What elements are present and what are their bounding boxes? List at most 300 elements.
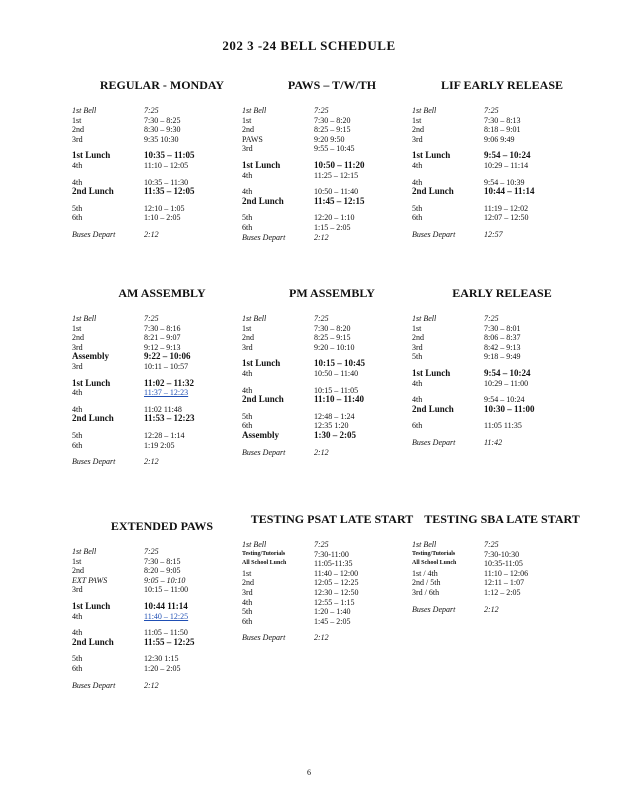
schedule-row xyxy=(72,576,252,586)
schedule-row xyxy=(412,106,592,116)
schedule-row xyxy=(72,187,252,197)
schedule-block xyxy=(242,286,422,457)
schedule-row xyxy=(412,540,592,550)
schedule-row xyxy=(242,598,422,608)
schedule-title: PAWS – T/W/TH xyxy=(287,78,377,92)
period-time: 7:30 – 8:20 xyxy=(314,115,351,125)
schedule-row xyxy=(412,578,592,588)
schedule-row xyxy=(72,362,252,372)
period-time: 10:15 – 11:05 xyxy=(314,385,359,395)
period-label: 2nd Lunch xyxy=(72,186,114,197)
period-label: 6th xyxy=(72,663,83,673)
period-time: 9:06 9:49 xyxy=(484,134,515,144)
schedule-row xyxy=(242,161,422,171)
period-time: 7:25 xyxy=(484,106,499,115)
schedule-row xyxy=(242,197,422,207)
period-label: 2nd Lunch xyxy=(242,195,284,206)
period-time: 1:12 – 2:05 xyxy=(484,587,521,597)
period-label: 2nd xyxy=(242,333,254,343)
period-time: 7:25 xyxy=(144,314,159,323)
period-time: 7:30 – 8:25 xyxy=(144,115,181,125)
schedule-row xyxy=(242,412,422,422)
period-label: 1st Bell xyxy=(412,314,437,323)
period-label: Assembly xyxy=(72,351,110,362)
schedule-row xyxy=(72,106,252,116)
period-label: Buses Depart xyxy=(242,633,286,643)
period-label: Buses Depart xyxy=(242,447,286,457)
period-label: 5th xyxy=(72,203,83,213)
period-time: 8:42 – 9:13 xyxy=(484,342,521,352)
period-label: 1st Bell xyxy=(242,106,267,115)
period-time: 7:30 – 8:01 xyxy=(484,323,521,333)
period-time: 1:19 2:05 xyxy=(144,440,175,450)
period-label: 2nd xyxy=(412,125,424,135)
period-label: 2nd Lunch xyxy=(412,186,454,197)
period-label: 1st xyxy=(72,115,82,125)
schedule-row xyxy=(72,664,252,674)
schedule-row xyxy=(242,569,422,579)
period-time: 11:55 – 12:25 xyxy=(144,636,195,647)
period-time: 11:10 – 12:06 xyxy=(484,568,529,578)
period-label: 1st Bell xyxy=(72,547,97,556)
schedule-row xyxy=(412,550,592,560)
schedule-row xyxy=(72,230,252,240)
period-time: 10:44 11:14 xyxy=(144,600,188,611)
period-time: 7:30 – 8:13 xyxy=(484,115,521,125)
period-time: 11:02 11:48 xyxy=(144,404,182,414)
period-time: 11:05 – 11:50 xyxy=(144,628,188,638)
period-label: 1st Lunch xyxy=(72,377,111,388)
schedule-title: EARLY RELEASE xyxy=(452,286,552,300)
period-time: 7:25 xyxy=(484,314,499,323)
period-label: 4th xyxy=(242,597,253,607)
schedule-row xyxy=(242,333,422,343)
period-label: 3rd xyxy=(242,587,253,597)
schedule-title: TESTING PSAT LATE START xyxy=(250,512,414,526)
schedule-row xyxy=(242,233,422,243)
period-time: 1:30 – 2:05 xyxy=(314,429,356,440)
schedule-row xyxy=(72,333,252,343)
period-label: 1st Bell xyxy=(412,540,437,549)
schedule-row xyxy=(412,352,592,362)
period-label: 1st Bell xyxy=(242,540,267,549)
period-label: 1st xyxy=(72,556,82,566)
period-time: 7:30 – 8:20 xyxy=(314,323,351,333)
schedule-row xyxy=(412,314,592,324)
period-time: 8:18 – 9:01 xyxy=(484,125,521,135)
schedule-row xyxy=(242,607,422,617)
period-label: 5th xyxy=(242,607,253,617)
schedule-row xyxy=(72,441,252,451)
schedule-row xyxy=(72,204,252,214)
period-label: 3rd xyxy=(72,361,83,371)
period-time: 11:53 – 12:23 xyxy=(144,413,195,424)
period-label: 3rd xyxy=(72,134,83,144)
period-time: 2:12 xyxy=(314,232,329,242)
schedule-row xyxy=(242,431,422,441)
schedule-row xyxy=(412,333,592,343)
period-label: 5th xyxy=(72,430,83,440)
period-time: 7:25 xyxy=(314,314,329,323)
period-time: 12:35 1:20 xyxy=(314,421,349,431)
schedule-row xyxy=(242,617,422,627)
schedule-block xyxy=(412,286,592,448)
period-time: 9:35 10:30 xyxy=(144,134,179,144)
period-time: 11:25 – 12:15 xyxy=(314,170,359,180)
schedule-row xyxy=(72,314,252,324)
period-time: 9:18 – 9:49 xyxy=(484,352,521,362)
period-time: 11:40 – 12:00 xyxy=(314,568,359,578)
period-label: 1st Bell xyxy=(242,314,267,323)
period-label: 1st Lunch xyxy=(242,358,281,369)
period-time[interactable]: 11:37 – 12:23 xyxy=(144,388,189,398)
period-label: 4th xyxy=(72,404,83,414)
period-label: 3rd xyxy=(72,585,83,595)
schedule-row xyxy=(242,395,422,405)
schedule-row xyxy=(412,213,592,223)
period-time: 10:30 – 11:00 xyxy=(484,403,535,414)
schedule-row xyxy=(242,448,422,458)
period-label: 6th xyxy=(412,213,423,223)
period-label: 1st xyxy=(412,115,422,125)
period-label: 4th xyxy=(412,378,423,388)
period-label: 3rd xyxy=(412,134,423,144)
period-label: 1st xyxy=(242,323,252,333)
period-time: 10:11 – 10:57 xyxy=(144,361,189,371)
schedule-block xyxy=(72,519,252,690)
period-label: 2nd xyxy=(242,578,254,588)
schedule-title: AM ASSEMBLY xyxy=(118,286,206,300)
period-label: 1st Lunch xyxy=(242,159,281,170)
period-time: 1:20 – 1:40 xyxy=(314,607,351,617)
schedule-row xyxy=(72,612,252,622)
period-label: 6th xyxy=(72,213,83,223)
period-label: 2nd xyxy=(72,125,84,135)
period-label: 1st Lunch xyxy=(412,367,451,378)
period-label: 4th xyxy=(412,177,423,187)
period-label: 6th xyxy=(72,440,83,450)
schedule-row xyxy=(72,161,252,171)
period-time: 10:50 – 11:20 xyxy=(314,159,365,170)
period-time: 10:50 – 11:40 xyxy=(314,368,359,378)
schedule-row xyxy=(242,324,422,334)
period-label: 1st xyxy=(412,323,422,333)
period-label: 4th xyxy=(72,388,83,398)
period-time: 9:05 – 10:10 xyxy=(144,575,186,585)
period-time: 2:12 xyxy=(484,604,499,614)
schedule-row xyxy=(242,223,422,233)
period-label: 2nd / 5th xyxy=(412,578,441,588)
period-time: 12:48 – 1:24 xyxy=(314,411,355,421)
schedule-title: TESTING SBA LATE START xyxy=(424,512,580,526)
schedule-row xyxy=(72,557,252,567)
period-time: 11:19 – 12:02 xyxy=(484,203,529,213)
period-time: 11:05-11:35 xyxy=(314,559,353,569)
schedule-row xyxy=(72,654,252,664)
period-time: 12:30 1:15 xyxy=(144,654,179,664)
period-time: 2:12 xyxy=(314,447,329,457)
period-time: 2:12 xyxy=(144,680,159,690)
schedule-row xyxy=(72,457,252,467)
period-label: 3rd xyxy=(242,144,253,154)
schedule-block xyxy=(242,78,422,242)
period-time: 7:25 xyxy=(144,547,159,556)
period-time: 11:42 xyxy=(484,437,503,447)
schedule-row xyxy=(242,125,422,135)
schedule-row xyxy=(242,578,422,588)
schedule-row xyxy=(242,106,422,116)
period-time: 10:15 – 11:00 xyxy=(144,585,189,595)
schedule-row xyxy=(242,550,422,560)
period-label: 6th xyxy=(242,222,253,232)
schedule-row xyxy=(412,605,592,615)
schedule-row xyxy=(242,343,422,353)
schedule-row xyxy=(242,540,422,550)
schedule-block xyxy=(412,78,592,240)
period-label: 1st Lunch xyxy=(72,150,111,161)
schedule-row xyxy=(412,125,592,135)
period-time: 9:20 9:50 xyxy=(314,134,345,144)
period-label: 4th xyxy=(72,160,83,170)
period-time[interactable]: 11:40 – 12:25 xyxy=(144,611,189,621)
period-label: 2nd Lunch xyxy=(72,636,114,647)
period-time: 8:25 – 9:15 xyxy=(314,125,351,135)
period-time: 9:20 – 10:10 xyxy=(314,342,355,352)
schedule-row xyxy=(412,438,592,448)
period-time: 12:57 xyxy=(484,229,503,239)
period-label: 2nd xyxy=(72,333,84,343)
period-label: Buses Depart xyxy=(72,680,116,690)
period-time: 8:25 – 9:15 xyxy=(314,333,351,343)
period-time: 12:05 – 12:25 xyxy=(314,578,359,588)
schedule-row xyxy=(72,638,252,648)
schedule-row xyxy=(242,588,422,598)
period-label: 4th xyxy=(242,368,253,378)
period-time: 11:10 – 11:40 xyxy=(314,394,365,405)
period-time: 1:15 – 2:05 xyxy=(314,222,351,232)
period-label: Buses Depart xyxy=(72,457,116,467)
period-time: 11:45 – 12:15 xyxy=(314,195,365,206)
period-label: 1st xyxy=(242,115,252,125)
schedule-row xyxy=(412,135,592,145)
schedule-row xyxy=(412,588,592,598)
period-label: 3rd xyxy=(242,342,253,352)
period-label: 4th xyxy=(412,160,423,170)
period-label: 4th xyxy=(242,170,253,180)
period-label: 6th xyxy=(412,421,423,431)
period-time: 7:30 – 8:16 xyxy=(144,323,181,333)
period-label: 1st Bell xyxy=(72,314,97,323)
period-label: 1st xyxy=(72,323,82,333)
period-label: 5th xyxy=(412,352,423,362)
period-label: 2nd xyxy=(412,333,424,343)
schedule-row xyxy=(412,161,592,171)
period-time: 10:35 – 11:05 xyxy=(144,150,195,161)
schedule-title: PM ASSEMBLY xyxy=(289,286,375,300)
period-label: 4th xyxy=(72,611,83,621)
period-label: 2nd Lunch xyxy=(242,394,284,405)
period-label: Buses Depart xyxy=(412,229,456,239)
schedule-row xyxy=(242,369,422,379)
page-title: 202 3 -24 BELL SCHEDULE xyxy=(222,38,396,53)
schedule-row xyxy=(242,116,422,126)
schedule-row xyxy=(72,324,252,334)
period-time: 1:45 – 2:05 xyxy=(314,616,351,626)
period-time: 9:54 – 10:39 xyxy=(484,177,525,187)
schedule-row xyxy=(412,116,592,126)
schedule-row xyxy=(242,359,422,369)
period-time: 10:35 – 11:30 xyxy=(144,177,189,187)
period-label: 5th xyxy=(412,203,423,213)
period-time: 1:10 – 2:05 xyxy=(144,213,181,223)
period-label: 2nd Lunch xyxy=(412,403,454,414)
period-time: 7:25 xyxy=(484,540,499,549)
period-label: 2nd xyxy=(242,125,254,135)
schedule-row xyxy=(412,204,592,214)
period-label: 2nd Lunch xyxy=(72,413,114,424)
period-label: PAWS xyxy=(242,134,263,144)
period-label: 4th xyxy=(242,385,253,395)
period-time: 11:05 11:35 xyxy=(484,421,522,431)
schedule-block xyxy=(72,78,252,240)
schedule-row xyxy=(72,213,252,223)
schedule-row xyxy=(412,421,592,431)
period-time: 9:54 – 10:24 xyxy=(484,395,525,405)
schedule-row xyxy=(72,135,252,145)
period-label: 4th xyxy=(242,187,253,197)
schedule-row xyxy=(72,125,252,135)
period-time: 10:29 – 11:00 xyxy=(484,378,529,388)
period-time: 9:12 – 9:13 xyxy=(144,342,181,352)
period-time: 7:25 xyxy=(314,540,329,549)
period-label: 1st / 4th xyxy=(412,568,438,578)
schedule-row xyxy=(242,213,422,223)
period-time: 7:30 – 8:15 xyxy=(144,556,181,566)
schedule-row xyxy=(242,171,422,181)
schedule-block xyxy=(242,512,422,643)
schedule-row xyxy=(412,379,592,389)
period-label: 6th xyxy=(242,616,253,626)
period-time: 1:20 – 2:05 xyxy=(144,663,181,673)
period-time: 12:11 – 1:07 xyxy=(484,578,525,588)
period-time: 8:06 – 8:37 xyxy=(484,333,521,343)
period-label: 4th xyxy=(412,395,423,405)
schedule-row xyxy=(412,343,592,353)
period-label: 3rd xyxy=(72,342,83,352)
period-time: 2:12 xyxy=(144,229,159,239)
schedule-row xyxy=(72,151,252,161)
period-time: 7:25 xyxy=(314,106,329,115)
period-time: 11:35 – 12:05 xyxy=(144,186,195,197)
schedule-row xyxy=(242,559,422,569)
schedule-block xyxy=(72,286,252,467)
schedule-row xyxy=(242,135,422,145)
period-time: 12:30 – 12:50 xyxy=(314,587,359,597)
schedule-row xyxy=(412,187,592,197)
period-time: 9:22 – 10:06 xyxy=(144,351,191,362)
schedule-row xyxy=(72,547,252,557)
period-label: 1st Bell xyxy=(72,106,97,115)
schedule-row xyxy=(72,385,253,398)
period-time: 10:29 – 11:14 xyxy=(484,160,529,170)
period-time: 12:28 – 1:14 xyxy=(144,430,185,440)
period-time: 10:15 – 10:45 xyxy=(314,358,365,369)
period-label: 4th xyxy=(72,177,83,187)
schedule-row xyxy=(72,681,252,691)
period-label: 5th xyxy=(242,411,253,421)
period-time: 12:20 – 1:10 xyxy=(314,213,355,223)
schedule-row xyxy=(72,602,252,612)
period-label: Buses Depart xyxy=(72,229,116,239)
period-label: 4th xyxy=(72,628,83,638)
period-label: 5th xyxy=(72,654,83,664)
schedule-row xyxy=(412,151,592,161)
period-label: Testing/Tutorials xyxy=(242,550,286,557)
schedule-row xyxy=(72,431,252,441)
period-time: 10:50 – 11:40 xyxy=(314,187,359,197)
schedule-row xyxy=(412,569,592,579)
schedule-row xyxy=(72,566,252,576)
period-label: All School Lunch xyxy=(242,560,287,567)
period-time: 10:35-11:05 xyxy=(484,559,523,569)
schedule-title: EXTENDED PAWS xyxy=(110,519,214,533)
period-label: Buses Depart xyxy=(242,232,286,242)
period-label: 5th xyxy=(242,213,253,223)
period-label: Buses Depart xyxy=(412,604,456,614)
period-label: 1st xyxy=(242,568,252,578)
period-time: 12:07 – 12:50 xyxy=(484,213,529,223)
period-label: 3rd / 6th xyxy=(412,587,440,597)
period-time: 11:10 – 12:05 xyxy=(144,160,189,170)
schedule-row xyxy=(72,585,252,595)
schedule-row xyxy=(412,369,592,379)
period-time: 7:25 xyxy=(144,106,159,115)
schedule-block xyxy=(412,512,592,614)
schedule-row xyxy=(242,314,422,324)
schedule-row xyxy=(72,379,252,389)
period-time: 8:21 – 9:07 xyxy=(144,333,181,343)
period-time: 2:12 xyxy=(144,457,159,467)
schedule-title: LIF EARLY RELEASE xyxy=(440,78,564,92)
period-time: 2:12 xyxy=(314,633,329,643)
period-label: EXT PAWS xyxy=(72,575,108,585)
period-time: 12:10 – 1:05 xyxy=(144,203,185,213)
period-time: 10:44 – 11:14 xyxy=(484,186,535,197)
schedule-row xyxy=(242,633,422,643)
period-label: 1st Lunch xyxy=(412,150,451,161)
period-label: All School Lunch xyxy=(412,560,457,567)
period-time: 9:54 – 10:24 xyxy=(484,150,531,161)
schedule-row xyxy=(72,116,252,126)
schedule-row xyxy=(412,405,592,415)
schedule-row xyxy=(72,411,253,424)
schedule-row xyxy=(412,324,592,334)
period-label: 1st Lunch xyxy=(72,600,111,611)
period-time: 11:02 – 11:32 xyxy=(144,377,195,388)
period-label: Assembly xyxy=(242,429,280,440)
period-label: 2nd xyxy=(72,566,84,576)
period-label: 6th xyxy=(242,421,253,431)
period-time: 9:55 – 10:45 xyxy=(314,144,355,154)
period-time: 9:54 – 10:24 xyxy=(484,367,531,378)
period-time: 12:55 – 1:15 xyxy=(314,597,355,607)
schedule-title: REGULAR - MONDAY xyxy=(99,78,225,92)
schedule-row xyxy=(412,559,592,569)
schedule-row xyxy=(412,230,592,240)
period-time: 8:20 – 9:05 xyxy=(144,566,181,576)
period-time: 8:30 – 9:30 xyxy=(144,125,181,135)
period-label: 1st Bell xyxy=(412,106,437,115)
